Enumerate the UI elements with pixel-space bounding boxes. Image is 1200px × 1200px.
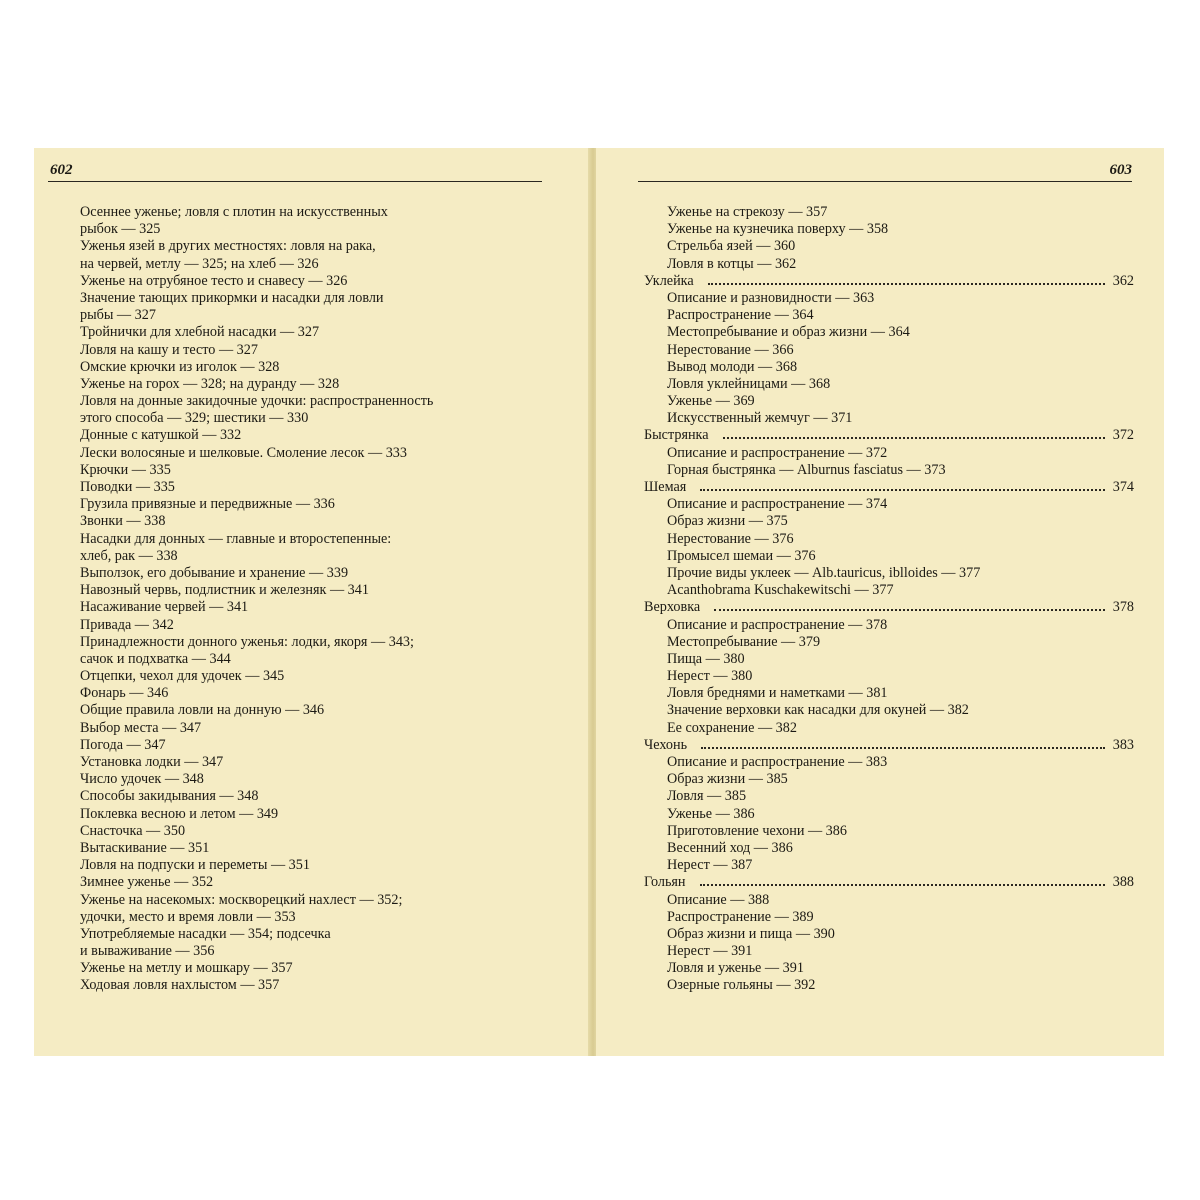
toc-line: Уженье на отрубяное тесто и снавесу — 326	[80, 272, 348, 289]
toc-line: Стрельба язей — 360	[667, 238, 796, 255]
section-page-number: 383	[1112, 736, 1134, 753]
toc-line: Отцепки, чехол для удочек — 345	[80, 668, 285, 685]
section-heading	[644, 599, 1134, 616]
toc-line: хлеб, рак — 338	[80, 547, 178, 564]
toc-line: Ловля — 385	[667, 788, 747, 805]
toc-line: Насадки для донных — главные и второстепенные:	[80, 530, 392, 547]
toc-line: Вывод молоди — 368	[667, 358, 798, 375]
toc-line: Уженье — 369	[667, 393, 755, 410]
toc-line: Ловля на подпуски и переметы — 351	[80, 857, 310, 874]
section-heading	[644, 874, 1134, 891]
toc-line: и вываживание — 356	[80, 943, 215, 960]
toc-line: Ловля на донные закидочные удочки: распространенность	[80, 393, 434, 410]
toc-line: Нерестование — 376	[667, 530, 794, 547]
toc-line: Навозный червь, подлистник и железняк — 341	[80, 582, 369, 599]
toc-line: Описание — 388	[667, 891, 770, 908]
section-page-number: 388	[1112, 874, 1134, 891]
section-title: Гольян	[644, 874, 686, 891]
section-title: Уклейка	[644, 272, 694, 289]
toc-line: Искусственный жемчуг — 371	[667, 410, 853, 427]
toc-line: Поклевка весною и летом — 349	[80, 805, 279, 822]
toc-line: Ловля бреднями и наметками — 381	[667, 685, 888, 702]
toc-line: Ловля на кашу и тесто — 327	[80, 341, 258, 358]
toc-line: Принадлежности донного уженья: лодки, якоря — 343;	[80, 633, 414, 650]
toc-line: рыбок — 325	[80, 221, 161, 238]
section-heading	[644, 479, 1134, 496]
toc-line: Прочие виды уклеек — Alb.tauricus, iblloides — 377	[667, 564, 981, 581]
toc-line: рыбы — 327	[80, 307, 156, 324]
section-page-number: 362	[1112, 272, 1134, 289]
toc-line: Употребляемые насадки — 354; подсечка	[80, 925, 331, 942]
toc-line: Лески волосяные и шелковые. Смоление лесок — 333	[80, 444, 407, 461]
section-page-number: 372	[1112, 427, 1134, 444]
toc-line: Описание и распространение — 374	[667, 496, 888, 513]
toc-line: Способы закидывания — 348	[80, 788, 259, 805]
toc-line: удочки, место и время ловли — 353	[80, 908, 296, 925]
toc-line: Выползок, его добывание и хранение — 339	[80, 564, 349, 581]
toc-line: Снасточка — 350	[80, 822, 186, 839]
toc-line: Ее сохранение — 382	[667, 719, 797, 736]
section-title: Верховка	[644, 599, 701, 616]
toc-line: Озерные гольяны — 392	[667, 977, 816, 994]
toc-line: Уженье на насекомых: москворецкий нахлест — 352;	[80, 891, 403, 908]
page-number: 602	[50, 162, 73, 178]
toc-line: Крючки — 335	[80, 461, 171, 478]
dot-leader	[701, 747, 1105, 749]
toc-line: Поводки — 335	[80, 479, 175, 495]
toc-line: Ловля уклейницами — 368	[667, 375, 831, 392]
toc-line: Омские крючки из иголок — 328	[80, 358, 280, 375]
toc-line: Местопребывание и образ жизни — 364	[667, 324, 910, 341]
section-page-number: 378	[1112, 599, 1134, 616]
toc-line: Значение тающих прикормки и насадки для ловли	[80, 289, 384, 306]
toc-line: Образ жизни — 385	[667, 771, 788, 788]
section-title: Шемая	[644, 479, 687, 495]
section-heading	[644, 273, 1134, 290]
toc-line: Описание и распространение — 383	[667, 754, 888, 770]
toc-line: Грузила привязные и передвижные — 336	[80, 496, 335, 513]
toc-line: Уженье на кузнечика поверху — 358	[667, 221, 889, 238]
toc-line: Вытаскивание — 351	[80, 839, 210, 856]
toc-line: Нерестование — 366	[667, 341, 794, 358]
section-heading	[644, 737, 1134, 754]
toc-line: Ловля в котцы — 362	[667, 255, 797, 272]
section-heading	[644, 427, 1134, 444]
toc-entries	[80, 204, 554, 995]
toc-line: Местопребывание — 379	[667, 633, 821, 650]
toc-line: Зимнее уженье — 352	[80, 874, 214, 891]
toc-line: Acanthobrama Kuschakewitschi — 377	[667, 582, 894, 599]
toc-line: Нерест — 391	[667, 943, 753, 960]
toc-line: Распространение — 364	[667, 307, 814, 324]
section-page-number: 374	[1112, 479, 1134, 495]
toc-line: Звонки — 338	[80, 513, 166, 530]
toc-line: Выбор места — 347	[80, 719, 202, 736]
toc-line: Уженье на метлу и мошкару — 357	[80, 960, 293, 977]
toc-line: Приготовление чехони — 386	[667, 822, 847, 839]
toc-line: этого способа — 329; шестики — 330	[80, 410, 309, 427]
toc-line: Погода — 347	[80, 736, 166, 753]
toc-line: Горная быстрянка — Alburnus fasciatus — 373	[667, 461, 946, 478]
toc-line: Число удочек — 348	[80, 771, 204, 788]
toc-line: Ходовая ловля нахлыстом — 357	[80, 977, 280, 994]
dot-leader	[714, 609, 1105, 611]
dot-leader	[708, 283, 1105, 285]
left-page	[34, 148, 590, 1056]
toc-line: Пища — 380	[667, 650, 745, 667]
section-title: Чехонь	[644, 736, 688, 753]
toc-line: Описание и разновидности — 363	[667, 289, 875, 306]
toc-line: сачок и подхватка — 344	[80, 650, 231, 667]
toc-line: Тройнички для хлебной насадки — 327	[80, 324, 320, 341]
header-rule	[638, 181, 1132, 182]
toc-line: Общие правила ловли на донную — 346	[80, 702, 325, 719]
dot-leader	[700, 884, 1105, 886]
dot-leader	[700, 489, 1104, 491]
header-rule	[48, 181, 542, 182]
toc-line: Образ жизни и пища — 390	[667, 925, 835, 942]
toc-line: Уженье на стрекозу — 357	[667, 204, 828, 220]
toc-line: Образ жизни — 375	[667, 513, 788, 530]
toc-line: Распространение — 389	[667, 908, 814, 925]
toc-line: Установка лодки — 347	[80, 754, 224, 770]
toc-line: Уженья язей в других местностях: ловля на рака,	[80, 238, 376, 255]
toc-line: Нерест — 380	[667, 668, 753, 685]
toc-line: Ловля и уженье — 391	[667, 960, 804, 977]
toc-line: Значение верховки как насадки для окуней — 382	[667, 702, 969, 719]
toc-line: Весенний ход — 386	[667, 839, 793, 856]
toc-line: Фонарь — 346	[80, 685, 169, 702]
toc-line: Привада — 342	[80, 616, 174, 633]
toc-line: Описание и распространение — 378	[667, 616, 888, 633]
toc-line: Осеннее уженье; ловля с плотин на искусственных	[80, 204, 388, 220]
toc-entries	[644, 204, 1134, 995]
toc-line: Описание и распространение — 372	[667, 444, 888, 461]
dot-leader	[723, 437, 1105, 439]
toc-line: Нерест — 387	[667, 857, 753, 874]
toc-line: Уженье на горох — 328; на дуранду — 328	[80, 375, 340, 392]
toc-line: Промысел шемаи — 376	[667, 547, 816, 564]
toc-line: Насаживание червей — 341	[80, 599, 249, 616]
section-title: Быстрянка	[644, 427, 709, 444]
toc-line: на червей, метлу — 325; на хлеб — 326	[80, 255, 319, 272]
right-page	[596, 148, 1164, 1056]
page-number: 603	[1109, 162, 1132, 178]
toc-line: Донные с катушкой — 332	[80, 427, 242, 444]
toc-line: Уженье — 386	[667, 805, 755, 822]
